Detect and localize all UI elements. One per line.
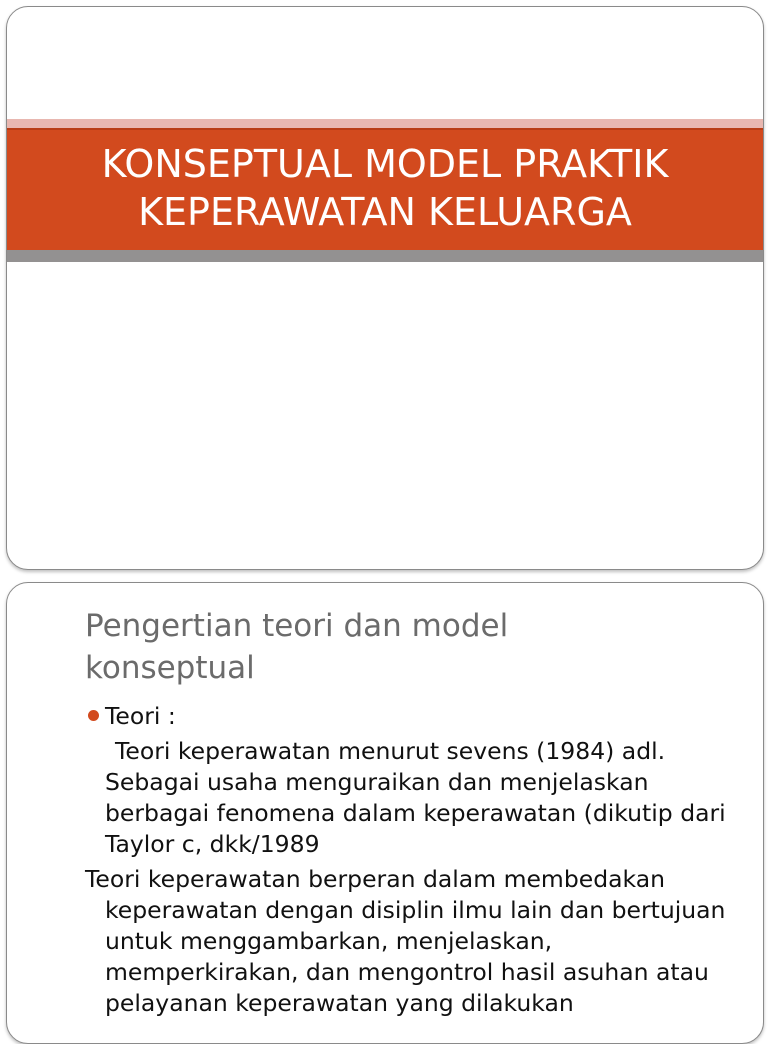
paragraph-theory-role: Teori keperawatan berperan dalam membedakan keperawatan dengan disiplin ilmu lain dan bertujuan untuk menggambarkan, menjelaskan, memperkirakan, dan mengontrol hasil asuhan atau pelayanan keperawatan yang dilakukan [85, 865, 726, 1017]
bullet-label: Teori : [105, 702, 176, 730]
slide-heading-line-2: konseptual [85, 650, 255, 686]
bullet-dot-icon [88, 710, 99, 721]
slide-2 [6, 582, 764, 1044]
title-band-highlight [7, 119, 763, 128]
slide-title-line-1: KONSEPTUAL MODEL PRAKTIK [101, 142, 669, 186]
bullet-item [85, 701, 745, 732]
slide-title [7, 140, 763, 236]
slide-heading [85, 605, 725, 689]
title-band-shadow [7, 250, 763, 262]
slide-1 [6, 6, 764, 570]
paragraph-theory-definition: Teori keperawatan menurut sevens (1984) adl. Sebagai usaha menguraikan dan menjelaskan berbagai fenomena dalam keperawatan (dikutip dari Taylor c, dkk/1989 [105, 737, 726, 858]
slide-title-line-2: KEPERAWATAN KELUARGA [138, 190, 632, 234]
slide-body [85, 701, 745, 1019]
slide-heading-line-1: Pengertian teori dan model [85, 608, 509, 644]
